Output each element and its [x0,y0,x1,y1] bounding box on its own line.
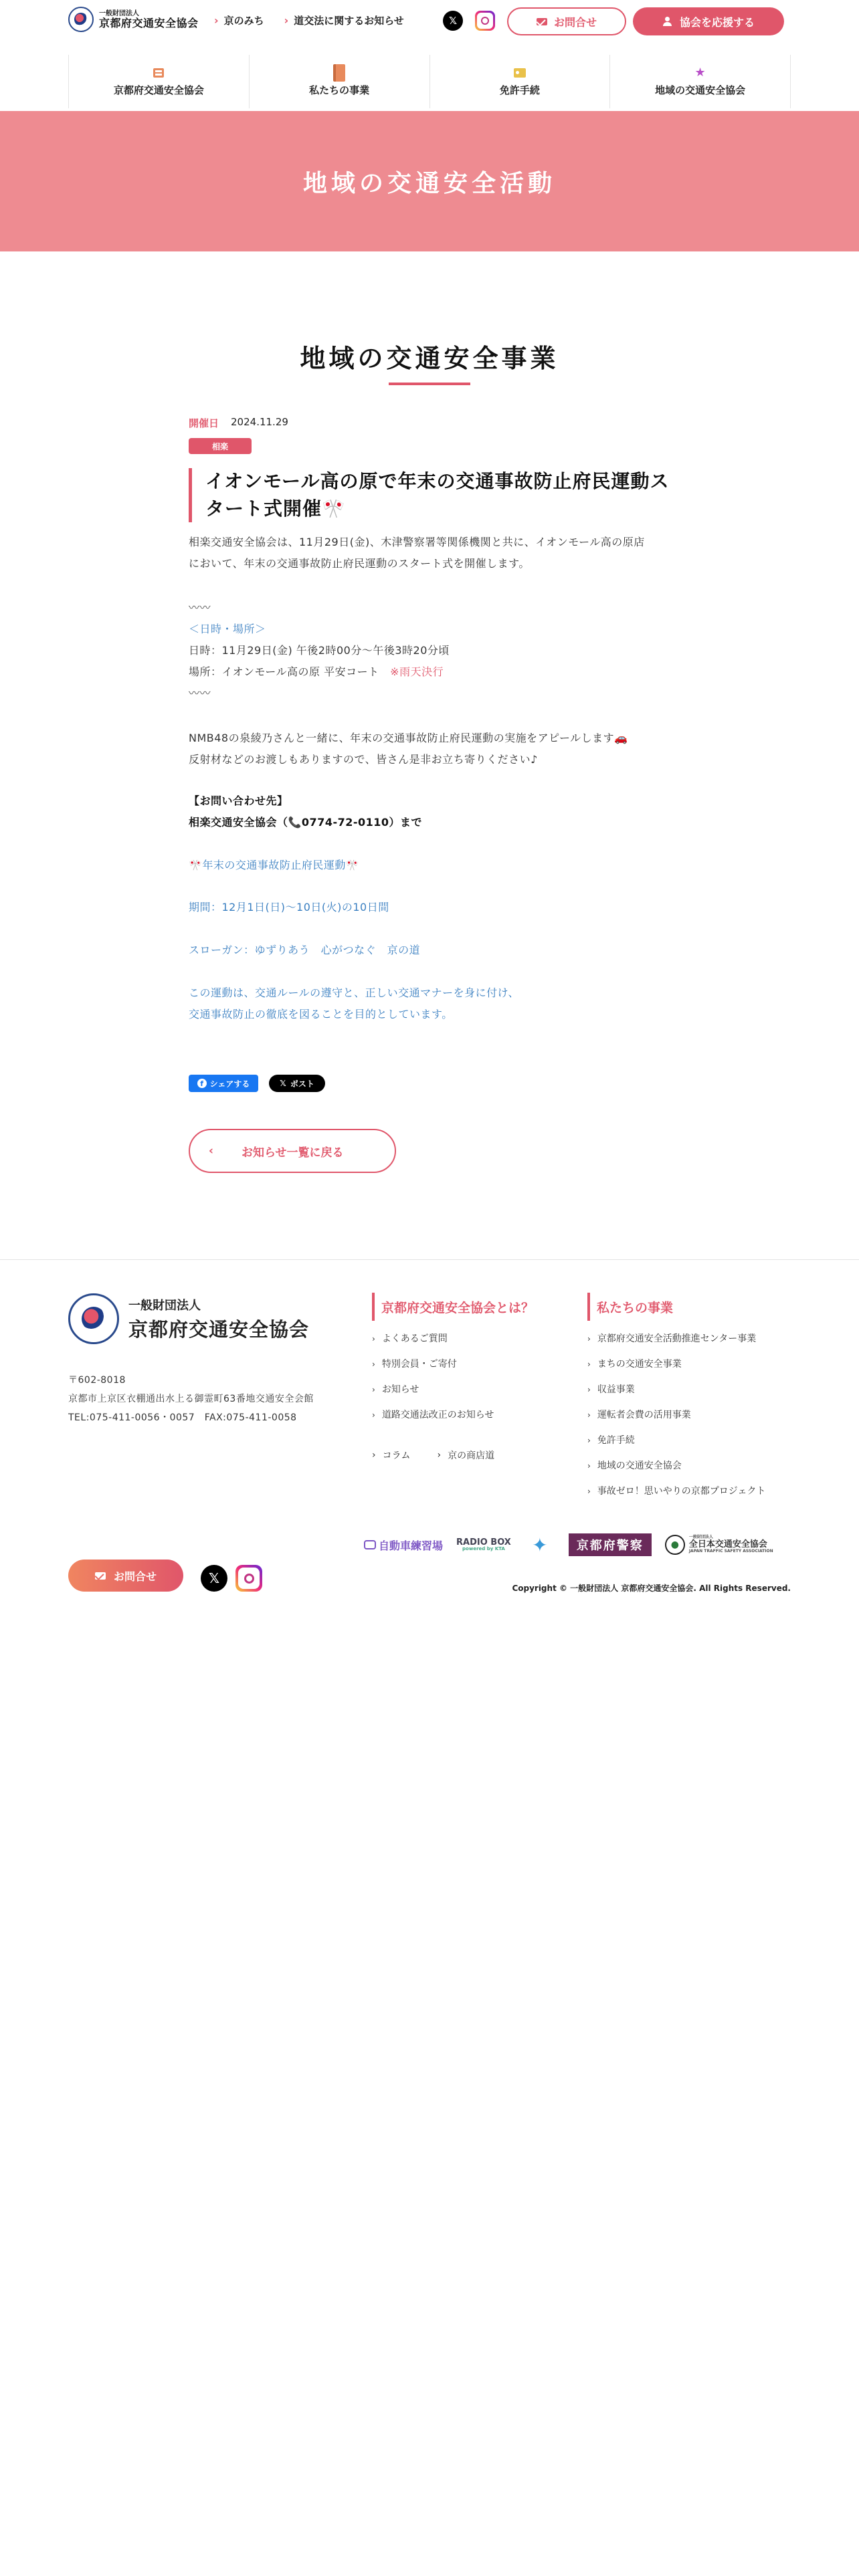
nav-item-association[interactable]: 京都府交通安全協会 [68,55,249,108]
chevron-right-icon: › [214,14,219,27]
category-badge: 相楽 [189,438,252,454]
chevron-right-icon: › [284,14,289,27]
article-title: イオンモール高の原で年末の交通事故防止府民運動スタート式開催🎌 [189,468,684,522]
share-buttons [189,1075,325,1092]
x-icon[interactable]: 𝕏 [443,11,463,31]
inquiry-phone: 相楽交通安全協会（📞0774-72-0110）まで [189,816,423,829]
banner-japan-traffic-safety[interactable]: ● 一般財団法人 全日本交通安全協会 JAPAN TRAFFIC SAFETY ASSOCIATION [665,1533,773,1556]
event-date: 2024.11.29 [231,416,288,428]
copyright: Copyright © 一般財団法人 京都府交通安全協会. All Rights Reserved. [512,1584,791,1593]
chevron-right-icon: › [587,1436,591,1445]
section-title: 地域の交通安全事業 [300,344,559,373]
building-icon [153,67,165,79]
footer-link[interactable]: › 事故ゼロ！思いやりの京都プロジェクト [587,1479,766,1504]
x-icon[interactable]: 𝕏 [201,1565,227,1592]
footer-link[interactable]: › 収益事業 [587,1377,766,1402]
chevron-right-icon: › [372,1334,375,1344]
event-details: 〰〰 ＜日時・場所＞ 日時：11月29日(金) 午後2時00分〜午後3時20分頃 場所：イオンモール高の原 平安コート ※雨天決行 〰〰 [189,597,684,704]
partner-banners [364,1533,773,1556]
bird-icon: ✦ [532,1533,548,1556]
event-appeal: NMB48の泉綾乃さんと一緒に、年末の交通事故防止府民運動の実施をアピールします🚗 反射材などのお渡しもありますので、皆さん是非お立ち寄りください♪ [189,732,628,766]
article-intro: 相楽交通安全協会は、11月29日(金)、木津警察署等関係機関と共に、イオンモール高の原店 において、年末の交通事故防止府民運動のスタート式を開催します。 [189,536,645,570]
footer-link-shop[interactable]: › 京の商店道 [437,1450,495,1461]
footer-link-column[interactable]: › コラム [372,1450,411,1461]
footer-address: 〒602-8018 京都市上京区衣棚通出水上る御霊町63番地交通安全会館 TEL:075-411-0056・0057 FAX:075-411-0058 [68,1375,314,1423]
footer-link[interactable]: › 特別会員・ご寄付 [372,1352,494,1377]
back-to-news-button[interactable]: ‹ お知らせ一覧に戻る [189,1129,396,1173]
footer-link[interactable]: › 運転者会費の活用事業 [587,1402,766,1428]
footer-link[interactable]: › お知らせ [372,1377,494,1402]
banner-driving-school[interactable]: 自動車練習場 [364,1533,443,1556]
nav-item-local-associations[interactable]: ★ 地域の交通安全協会 [609,55,791,108]
site-logo[interactable] [68,7,199,32]
section-underline [389,383,470,385]
facebook-icon: f [197,1079,207,1088]
footer-divider [0,1259,859,1260]
facebook-share-button[interactable]: f シェアする [189,1075,258,1092]
chevron-right-icon: › [372,1450,376,1461]
instagram-icon[interactable] [235,1565,262,1592]
nav-item-our-business[interactable]: 私たちの事業 [249,55,430,108]
top-link-traffic-law[interactable]: › 道交法に関するお知らせ [284,14,404,27]
nav-item-license[interactable]: 免許手続 [430,55,610,108]
person-icon [662,17,673,26]
license-icon [514,67,526,79]
top-links [214,13,404,27]
footer-link[interactable]: › 免許手続 [587,1428,766,1453]
x-icon: 𝕏 [280,1079,286,1088]
event-date-row [189,416,288,430]
x-post-button[interactable]: 𝕏 ポスト [269,1075,325,1092]
book-icon [333,67,345,79]
event-place: 場所：イオンモール高の原 平安コート ※雨天決行 [189,665,444,678]
footer-about-list [372,1326,494,1428]
chevron-right-icon: › [587,1360,591,1369]
chevron-left-icon: ‹ [209,1144,214,1158]
chevron-right-icon: › [372,1410,375,1420]
instagram-icon[interactable] [475,11,495,31]
footer-link[interactable]: › 京都府交通安全活動推進センター事業 [587,1326,766,1352]
chevron-right-icon: › [587,1334,591,1344]
top-link-kyonomichi[interactable]: › 京のみち [214,14,264,27]
mail-icon [537,18,547,25]
chevron-right-icon: › [587,1410,591,1420]
logo-subtitle: 一般財団法人 [99,9,139,17]
car-icon [364,1540,376,1549]
footer-link[interactable]: › まちの交通安全事業 [587,1352,766,1377]
global-nav [68,55,791,108]
footer-link[interactable]: › よくあるご質問 [372,1326,494,1352]
campaign-slogan: スローガン：ゆずりあう 心がつなぐ 京の道 [189,944,421,956]
banner-bird-logo[interactable] [524,1533,555,1556]
campaign-period: 期間：12月1日(日)〜10日(火)の10日間 [189,901,389,914]
association-emblem-icon [68,1293,119,1344]
event-datetime: 日時：11月29日(金) 午後2時00分〜午後3時20分頃 [189,644,450,657]
rain-note: ※雨天決行 [390,665,444,678]
chevron-right-icon: › [437,1450,442,1461]
mail-icon [95,1572,106,1580]
footer-business-list [587,1326,766,1504]
banner-kyoto-police[interactable]: 京都府警察 [569,1533,652,1556]
page-title: 地域の交通安全活動 [302,169,556,197]
chevron-right-icon: › [587,1385,591,1394]
footer-contact-button[interactable]: お問合せ [68,1560,183,1592]
chevron-right-icon: › [372,1385,375,1394]
footer-link[interactable]: › 地域の交通安全協会 [587,1453,766,1479]
site-header [0,0,859,43]
footer-logo[interactable]: 一般財団法人 京都府交通安全協会 [68,1293,309,1344]
support-association-button[interactable]: 協会を応援する [633,7,784,35]
footer-extra-links [372,1448,494,1462]
japan-traffic-safety-logo-icon: ● [665,1535,685,1555]
logo-title: 京都府交通安全協会 [99,16,199,29]
inquiry-block [189,790,684,833]
chevron-right-icon: › [372,1360,375,1369]
footer-about-title[interactable]: 京都府交通安全協会とは？ [372,1293,534,1321]
chevron-right-icon: › [587,1487,591,1496]
banner-radio-box[interactable]: RADIO BOX powered by KTA [456,1537,511,1551]
campaign-purpose: この運動は、交通ルールの遵守と、正しい交通マナーを身に付け、 交通事故防止の徹底を図ることを目的としています。 [189,986,520,1021]
chevron-right-icon: › [587,1461,591,1471]
association-emblem-icon [68,7,94,32]
star-icon: ★ [694,65,706,80]
campaign-title: 🎌年末の交通事故防止府民運動🎌 [189,859,360,871]
event-date-label: 開催日 [189,417,219,429]
footer-link[interactable]: › 道路交通法改正のお知らせ [372,1402,494,1428]
contact-button[interactable]: お問合せ [507,7,626,35]
footer-business-title[interactable]: 私たちの事業 [587,1293,673,1321]
date-place-heading: ＜日時・場所＞ [189,623,266,635]
page-hero [0,111,859,251]
inquiry-heading: 【お問い合わせ先】 [189,794,288,807]
